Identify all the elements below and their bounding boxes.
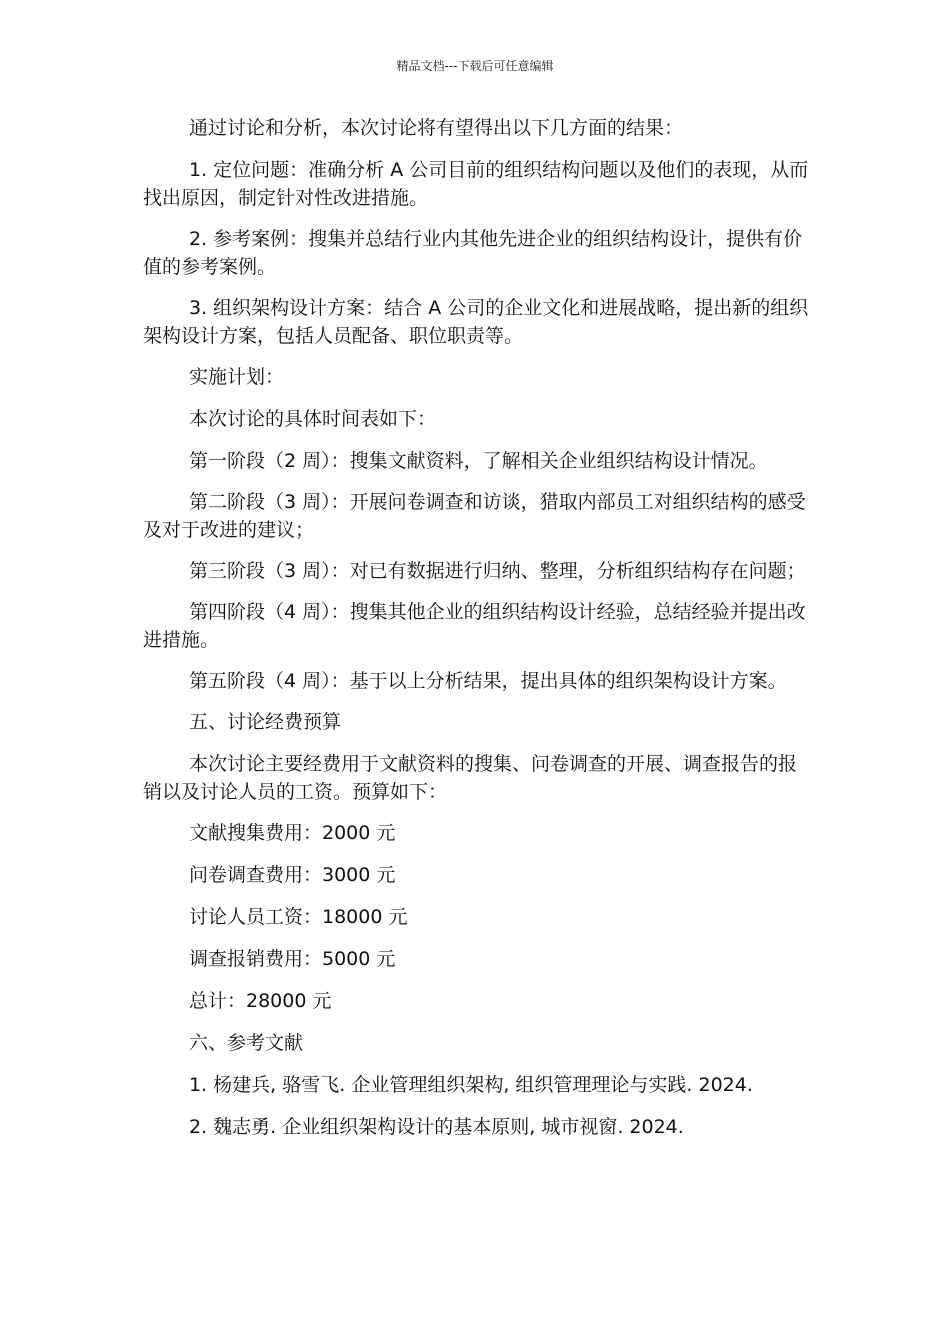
budget-item-survey: 问卷调查费用：3000 元 xyxy=(189,864,396,886)
paragraph-result-2: 2. 参考案例：搜集并总结行业内其他先进企业的组织结构设计，提供有价值的参考案例。 xyxy=(143,228,803,278)
header-note: 精品文档---下载后可任意编辑 xyxy=(396,59,554,73)
budget-item-reimbursement: 调查报销费用：5000 元 xyxy=(189,948,396,970)
document-body xyxy=(143,114,815,1155)
paragraph-budget-intro: 本次讨论主要经费用于文献资料的搜集、问卷调查的开展、调查报告的报销以及讨论人员的工资。预算如下： xyxy=(143,753,798,803)
paragraph-result-1: 1. 定位问题：准确分析 A 公司目前的组织结构问题以及他们的表现，从而找出原因，制定针对性改进措施。 xyxy=(143,159,809,209)
reference-item-1: 1. 杨建兵, 骆雪飞. 企业管理组织架构, 组织管理理论与实践. 2024. xyxy=(189,1074,753,1096)
paragraph-expected-results-intro: 通过讨论和分析，本次讨论将有望得出以下几方面的结果： xyxy=(189,117,684,139)
heading-implementation-plan: 实施计划： xyxy=(189,366,285,388)
heading-budget: 五、讨论经费预算 xyxy=(189,711,342,733)
budget-item-literature: 文献搜集费用：2000 元 xyxy=(189,822,396,844)
paragraph-result-3: 3. 组织架构设计方案：结合 A 公司的企业文化和进展战略，提出新的组织架构设计方案，包括人员配备、职位职责等。 xyxy=(143,297,809,347)
budget-total: 总计：28000 元 xyxy=(189,990,332,1012)
paragraph-phase-2: 第二阶段（3 周）：开展问卷调查和访谈，猎取内部员工对组织结构的感受及对于改进的建议； xyxy=(143,491,806,541)
heading-references: 六、参考文献 xyxy=(189,1032,304,1054)
paragraph-phase-4: 第四阶段（4 周）：搜集其他企业的组织结构设计经验，总结经验并提出改进措施。 xyxy=(143,601,806,651)
paragraph-phase-5: 第五阶段（4 周）：基于以上分析结果，提出具体的组织架构设计方案。 xyxy=(189,670,787,692)
paragraph-phase-1: 第一阶段（2 周）：搜集文献资料，了解相关企业组织结构设计情况。 xyxy=(189,450,768,472)
paragraph-schedule-intro: 本次讨论的具体时间表如下： xyxy=(189,408,437,430)
paragraph-phase-3: 第三阶段（3 周）：对已有数据进行归纳、整理，分析组织结构存在问题； xyxy=(189,560,806,582)
reference-item-2: 2. 魏志勇. 企业组织架构设计的基本原则, 城市视窗. 2024. xyxy=(189,1116,684,1138)
budget-item-salary: 讨论人员工资：18000 元 xyxy=(189,906,408,928)
